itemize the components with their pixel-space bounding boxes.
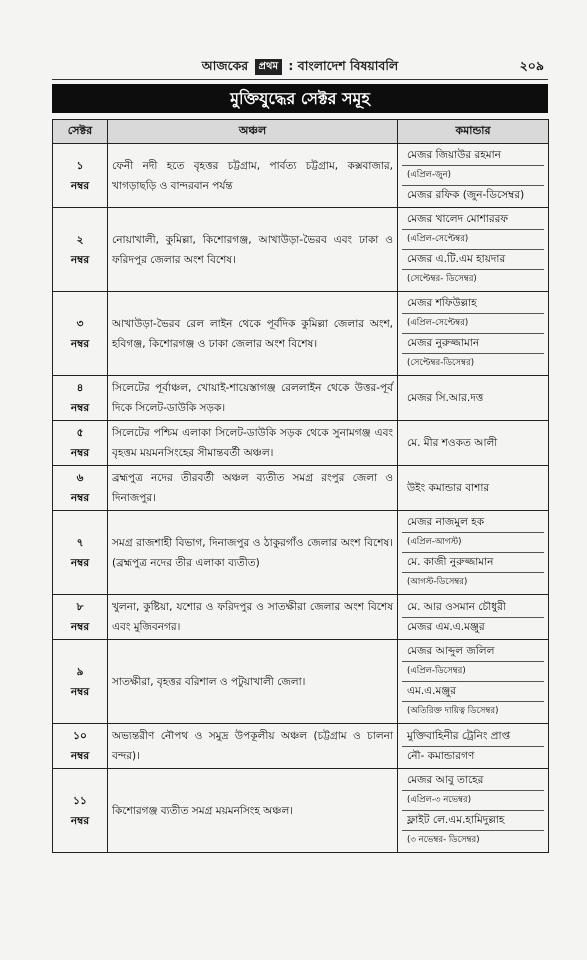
commander-term: (এপ্রিল-আগস্ট) xyxy=(402,533,544,553)
sector-number: ১১ xyxy=(73,794,87,807)
page-number: ২০৯ xyxy=(519,58,544,73)
table-row xyxy=(53,511,549,595)
commander-name: মে. মীর শওকত আলী xyxy=(407,436,498,449)
sector-number: ২ xyxy=(76,233,84,246)
sector-cell xyxy=(53,640,108,724)
table-row xyxy=(53,466,549,511)
commander-name: নৌ- কমান্ডারগণ xyxy=(407,749,475,762)
commander-cell xyxy=(398,208,549,292)
sector-label: নম্বর xyxy=(70,750,90,762)
sector-label: নম্বর xyxy=(70,253,90,266)
sector-cell xyxy=(53,376,108,421)
sector-number: ১০ xyxy=(73,730,87,742)
commander-cell xyxy=(398,640,549,724)
area-cell: সমগ্র রাজশাহী বিভাগ, দিনাজপুর ও ঠাকুরগাঁও জেলার অংশ বিশেষ। (ব্রহ্মপুত্র নদের তীর এলাকা ব্যতীত) xyxy=(108,511,398,595)
commander-term: (এপ্রিল-৩ নভেম্বর) xyxy=(402,791,544,811)
sector-cell xyxy=(53,511,108,595)
commander-name: মুক্তিবাহিনীর ট্রেনিং প্রাপ্ত xyxy=(402,727,544,747)
commander-term: (এপ্রিল-সেপ্টেম্বর) xyxy=(402,314,544,334)
commander-name: মেজর এ.টি.এম হায়দার xyxy=(402,250,544,270)
column-header-sector: সেক্টর xyxy=(53,120,108,144)
column-header-commander: কমান্ডার xyxy=(398,120,549,144)
sector-cell xyxy=(53,724,108,769)
area-cell: সাতক্ষীরা, বৃহত্তর বরিশাল ও পটুয়াখালী জেলা। xyxy=(108,640,398,724)
commander-cell xyxy=(398,421,549,466)
commander-cell xyxy=(398,769,549,853)
sector-label: নম্বর xyxy=(70,337,90,350)
commander-term: (অতিরিক্ত দায়িত্ব ডিসেম্বর) xyxy=(407,706,499,716)
commander-name: ফ্লাইট লে.এম.হামিদুল্লাহ xyxy=(402,811,544,831)
sector-label: নম্বর xyxy=(70,621,90,633)
header-title xyxy=(52,58,548,78)
table-row xyxy=(53,595,549,640)
commander-term: (সেপ্টেম্বর- ডিসেম্বর) xyxy=(407,274,477,284)
sector-cell xyxy=(53,466,108,511)
commander-name: মেজর সি.আর.দত্ত xyxy=(407,391,484,404)
commander-name: মেজর এম.এ.মঞ্জুর xyxy=(407,620,485,633)
table-row xyxy=(53,208,549,292)
sector-label: নম্বর xyxy=(70,556,90,569)
header-title-suffix: : বাংলাদেশ বিষয়াবলি xyxy=(288,58,399,73)
table-row xyxy=(53,292,549,376)
sector-label: নম্বর xyxy=(70,447,90,459)
table-row xyxy=(53,376,549,421)
commander-term: (এপ্রিল-জুন) xyxy=(402,166,544,186)
brand-logo: প্রথম xyxy=(255,59,283,75)
commander-cell xyxy=(398,292,549,376)
table-header-row xyxy=(53,120,549,144)
area-cell: আখাউড়া-ভৈরব রেল লাইন থেকে পূর্বদিক কুমিল্লা জেলার অংশ, হবিগঞ্জ, কিশোরগঞ্জ ও ঢাকা জেলার অংশ বিশেষ। xyxy=(108,292,398,376)
commander-name: মেজর নুরুজ্জামান xyxy=(402,334,544,354)
commander-cell xyxy=(398,595,549,640)
commander-term: (এপ্রিল-সেপ্টেম্বর) xyxy=(402,230,544,250)
sector-label: নম্বর xyxy=(70,492,90,504)
area-cell: ব্রহ্মপুত্র নদের তীরবর্তী অঞ্চল ব্যতীত সমগ্র রংপুর জেলা ও দিনাজপুর। xyxy=(108,466,398,511)
sector-cell xyxy=(53,208,108,292)
commander-cell xyxy=(398,376,549,421)
sector-number: ১ xyxy=(76,159,84,172)
sector-cell xyxy=(53,769,108,853)
sector-label: নম্বর xyxy=(70,814,90,827)
commander-name: মেজর শফিউল্লাহ xyxy=(402,294,544,314)
commander-term: (৩ নভেম্বর- ডিসেম্বর) xyxy=(407,835,480,845)
sector-label: নম্বর xyxy=(70,685,90,698)
sector-label: নম্বর xyxy=(70,402,90,414)
table-row xyxy=(53,769,549,853)
commander-name: মে. কাজী নুরুজ্জামান xyxy=(402,553,544,573)
section-banner: মুক্তিযুদ্ধের সেক্টর সমূহ xyxy=(52,84,548,113)
sector-cell xyxy=(53,292,108,376)
commander-name: মেজর জিয়াউর রহমান xyxy=(402,146,544,166)
sector-label: নম্বর xyxy=(70,179,90,192)
commander-term: (এপ্রিল-ডিসেম্বর) xyxy=(402,662,544,682)
area-cell: নোয়াখালী, কুমিল্লা, কিশোরগঞ্জ, আখাউড়া-ভৈরব এবং ঢাকা ও ফরিদপুর জেলার অংশ বিশেষ। xyxy=(108,208,398,292)
sector-number: ৬ xyxy=(76,472,84,484)
sector-number: ৫ xyxy=(76,427,84,439)
sector-cell xyxy=(53,144,108,208)
commander-cell xyxy=(398,511,549,595)
table-row xyxy=(53,144,549,208)
sector-number: ৮ xyxy=(76,601,84,613)
commander-term: (সেপ্টেম্বর-ডিসেম্বর) xyxy=(407,358,475,368)
commander-name: উইং কমান্ডার বাশার xyxy=(407,481,490,494)
table-row xyxy=(53,421,549,466)
area-cell: ফেনী নদী হতে বৃহত্তর চট্টগ্রাম, পার্বত্য চট্টগ্রাম, কক্সবাজার, খাগড়াছড়ি ও বান্দরবান পর্যন্ত xyxy=(108,144,398,208)
page-header xyxy=(52,55,548,80)
sector-cell xyxy=(53,595,108,640)
commander-name: মে. আর ওসমান চৌধুরী xyxy=(402,598,544,618)
area-cell: কিশোরগঞ্জ ব্যতীত সমগ্র ময়মনসিংহ অঞ্চল। xyxy=(108,769,398,853)
column-header-area: অঞ্চল xyxy=(108,120,398,144)
area-cell: সিলেটের পূর্বাঞ্চল, খোয়াই-শায়েস্তাগঞ্জ রেললাইন থেকে উত্তর-পূর্ব দিকে সিলেট-ডাউকি সড়ক। xyxy=(108,376,398,421)
area-cell: অভ্যন্তরীণ নৌপথ ও সমুদ্র উপকূলীয় অঞ্চল (চট্টগ্রাম ও চালনা বন্দর)। xyxy=(108,724,398,769)
area-cell: খুলনা, কুষ্টিয়া, যশোর ও ফরিদপুর ও সাতক্ষীরা জেলার অংশ বিশেষ এবং মুজিবনগর। xyxy=(108,595,398,640)
commander-cell xyxy=(398,466,549,511)
area-cell: সিলেটের পশ্চিম এলাকা সিলেট-ডাউকি সড়ক থেকে সুনামগঞ্জ এবং বৃহত্তম ময়মনসিংহের সীমান্তবর্তী অঞ্চল। xyxy=(108,421,398,466)
commander-name: এম.এ.মঞ্জুর xyxy=(402,682,544,702)
commander-name: মেজর খালেদ মোশাররফ xyxy=(402,210,544,230)
table-row xyxy=(53,640,549,724)
commander-name: মেজর রফিক (জুন-ডিসেম্বর) xyxy=(407,189,525,201)
commander-name: মেজর আবু তাহের xyxy=(402,771,544,791)
commander-cell xyxy=(398,724,549,769)
sector-number: ৯ xyxy=(76,665,84,678)
commander-name: মেজর আব্দুল জলিল xyxy=(402,642,544,662)
sector-number: ৩ xyxy=(76,317,84,330)
table-row xyxy=(53,724,549,769)
commander-term: (আগস্ট-ডিসেম্বর) xyxy=(407,577,468,587)
sector-number: ৭ xyxy=(76,536,84,549)
sector-cell xyxy=(53,421,108,466)
sector-number: ৪ xyxy=(76,382,84,394)
commander-cell xyxy=(398,144,549,208)
header-title-prefix: আজকের xyxy=(201,58,249,73)
commander-name: মেজর নাজমুল হক xyxy=(402,513,544,533)
sectors-table xyxy=(52,119,549,853)
